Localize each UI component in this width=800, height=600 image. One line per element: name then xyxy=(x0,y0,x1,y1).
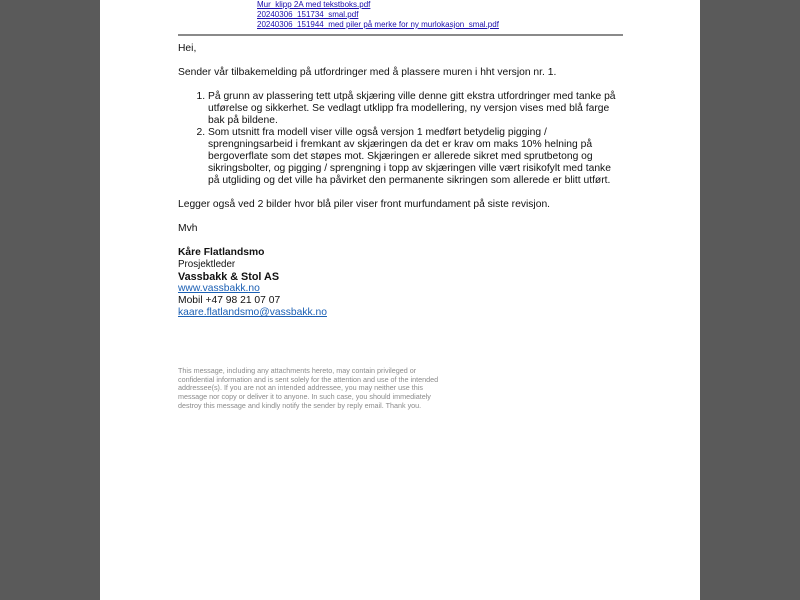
list-item: 2. Som utsnitt fra modell viser ville også versjon 1 medført betydelig pigging / sprengningsarbeid i fremkant av skjæringen da det er krav om maks 10% helning på bergoverflate som det støpes mot. Skjæringen er allerede sikret med sprutbetong og sikringsbolter, og pigging / sprengning i topp av skjæringen ville vært risikofylt med tanke på utgliding og det ville ha påvirket den permanente sikringen som allerede er blitt utført. xyxy=(208,127,624,187)
signature-phone: Mobil +47 98 21 07 07 xyxy=(178,295,281,306)
signature-name: Kåre Flatlandsmo xyxy=(178,247,265,258)
email-link[interactable]: kaare.flatlandsmo@vassbakk.no xyxy=(178,307,327,318)
followup-paragraph: Legger også ved 2 bilder hvor blå piler viser front murfundament på siste revisjon. xyxy=(178,199,551,210)
list-item: 1. På grunn av plassering tett utpå skjæring ville denne gitt ekstra utfordringer med tanke på utførelse og sikkerhet. Se vedlagt utklipp fra modellering, ny versjon vises med blå farge bak på bildene. xyxy=(208,91,624,127)
intro-paragraph: Sender vår tilbakemelding på utfordringer med å plassere muren i hht versjon nr. 1. xyxy=(178,67,557,78)
email-page xyxy=(100,0,700,600)
attachment-link[interactable]: 20240306_151944_med piler på merke for ny murlokasjon_smal.pdf xyxy=(257,20,499,29)
signature-company: Vassbakk & Stol AS xyxy=(178,271,280,283)
email-body xyxy=(178,43,624,319)
points-list xyxy=(178,91,624,187)
website-link[interactable]: www.vassbakk.no xyxy=(178,283,260,294)
attachment-link[interactable]: 20240306_151734_smal.pdf xyxy=(257,10,359,19)
header-divider xyxy=(178,34,623,36)
attachment-list xyxy=(257,0,499,30)
closing: Mvh xyxy=(178,223,198,234)
disclaimer: This message, including any attachments hereto, may contain privileged or confidential information and is sent solely for the attention and use of the intended addressee(s). If you are not an intended addressee, you may neither use this message nor copy or deliver it to anyone. In such case, you should immediately destroy this message and kindly notify the sender by reply email. Thank you. xyxy=(178,366,439,410)
signature-title: Prosjektleder xyxy=(178,259,236,270)
greeting: Hei, xyxy=(178,43,197,54)
attachment-link[interactable]: Mur_klipp 2A med tekstboks.pdf xyxy=(257,0,371,9)
